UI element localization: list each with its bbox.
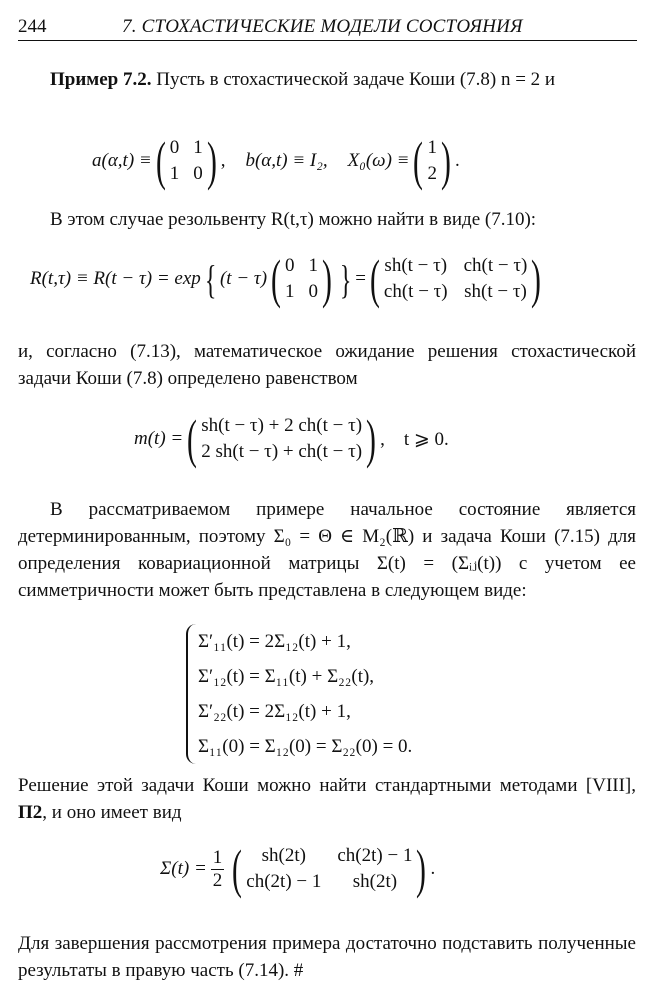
matrix-cell: sh(2t) <box>261 845 306 866</box>
equals: = <box>355 268 366 289</box>
system-line: Σ′₁₂(t) = Σ₁₁(t) + Σ₂₂(t), <box>198 666 375 687</box>
vector-cell: 1 <box>427 137 437 158</box>
separator: , <box>220 150 226 171</box>
page-number: 244 <box>18 16 47 37</box>
resolvent-exp-matrix: ( 0 1 1 0 ) <box>271 249 332 309</box>
solution-text-a: Решение этой задачи Коши можно найти стандартными методами [VIII], <box>18 775 636 796</box>
system-line: Σ′₂₂(t) = 2Σ₁₂(t) + 1, <box>198 701 351 722</box>
matrix-cell: 1 <box>285 281 295 302</box>
matrix-cell: sh(t − τ) <box>464 281 527 302</box>
vector-cell: sh(t − τ) + 2 ch(t − τ) <box>201 415 363 436</box>
matrix-cell: 1 <box>193 137 203 158</box>
solution-text-b: , и оно имеет вид <box>42 802 182 823</box>
example-intro-text: Пусть в стохастической задаче Коши (7.8) n = 2 и <box>156 69 556 90</box>
b-definition: b(α,t) ≡ I₂, <box>245 150 328 171</box>
system-line: Σ′₁₁(t) = 2Σ₁₂(t) + 1, <box>198 631 351 652</box>
paragraph-resolvent: В этом случае резольвенту R(t,τ) можно найти в виде (7.10): <box>50 209 537 230</box>
solution-reference: П2 <box>18 802 43 823</box>
paragraph-solution <box>18 772 636 826</box>
matrix-cell: 0 <box>308 281 319 302</box>
matrix-cell: 0 <box>169 137 180 158</box>
resolvent-result-matrix: ( sh(t − τ) ch(t − τ) ch(t − τ) sh(t − τ) ) <box>369 249 542 309</box>
sigma-lhs: Σ(t) = <box>160 858 207 879</box>
equation-mean <box>134 409 449 469</box>
running-title: 7. СТОХАСТИЧЕСКИЕ МОДЕЛИ СОСТОЯНИЯ <box>122 16 523 37</box>
matrix-cell: ch(t − τ) <box>383 281 448 302</box>
matrix-cell: ch(2t) − 1 <box>337 845 413 866</box>
fraction-half <box>211 847 225 892</box>
sigma-matrix: ( sh(2t) ch(2t) − 1 ch(2t) − 1 sh(2t) ) <box>232 839 427 899</box>
a-matrix: ( 0 1 1 0 ) <box>155 131 217 191</box>
equation-initial-data <box>92 131 460 191</box>
fraction-denominator: 2 <box>212 869 223 891</box>
vector-cell: 2 sh(t − τ) + ch(t − τ) <box>201 441 363 462</box>
matrix-cell: sh(2t) <box>352 871 398 892</box>
matrix-cell: 0 <box>285 255 295 276</box>
a-lhs: a(α,t) ≡ <box>92 150 152 171</box>
matrix-cell: ch(2t) − 1 <box>246 871 322 892</box>
matrix-cell: 0 <box>193 163 203 184</box>
equation-end: . <box>430 858 436 879</box>
x-vector: ( 1 2 ) <box>413 131 451 191</box>
equation-covariance-solution <box>160 839 436 899</box>
equation-system <box>186 624 412 764</box>
mean-vector: ( sh(t − τ) + 2 ch(t − τ) 2 sh(t − τ) + ch(t − τ) ) <box>187 409 377 469</box>
example-intro <box>18 66 636 93</box>
mean-lhs: m(t) = <box>134 428 184 449</box>
matrix-cell: sh(t − τ) <box>384 255 448 276</box>
x-lhs: X₀(ω) ≡ <box>347 150 410 171</box>
matrix-cell: 1 <box>169 163 180 184</box>
paragraph-covariance: В рассматриваемом примере начальное состояние является детерминированным, поэтому Σ₀ = Θ ∈ M₂(ℝ) и задача Коши (7.15) для определения ковариационной матрицы Σ(t) = (Σᵢⱼ(t)) с учетом ее симметричности может быть представлена в следующем виде: <box>18 499 636 601</box>
fraction-numerator: 1 <box>212 846 223 868</box>
running-header <box>18 14 637 41</box>
mean-condition: , t ⩾ 0. <box>380 428 449 450</box>
resolvent-inner: (t − τ) <box>219 268 268 289</box>
paragraph-conclusion: Для завершения рассмотрения примера достаточно подставить полученные результаты в правую часть (7.14). # <box>18 933 636 981</box>
example-label: Пример 7.2. <box>50 69 152 90</box>
paragraph-expectation: и, согласно (7.13), математическое ожидание решения стохастической задачи Коши (7.8) определено равенством <box>18 341 636 389</box>
resolvent-lhs: R(t,τ) ≡ R(t − τ) = exp <box>30 268 201 289</box>
matrix-cell: ch(t − τ) <box>463 255 528 276</box>
matrix-cell: 1 <box>308 255 319 276</box>
system-line: Σ₁₁(0) = Σ₁₂(0) = Σ₂₂(0) = 0. <box>198 736 413 757</box>
equation-resolvent: R(t,τ) ≡ R(t − τ) = exp { (t − τ) ( 0 1 1 0 ) } = ( sh(t − τ) ch(t − τ) ch(t − τ) sh(t − τ) ) <box>30 252 545 306</box>
vector-cell: 2 <box>427 163 437 184</box>
equation-end: . <box>454 150 460 171</box>
